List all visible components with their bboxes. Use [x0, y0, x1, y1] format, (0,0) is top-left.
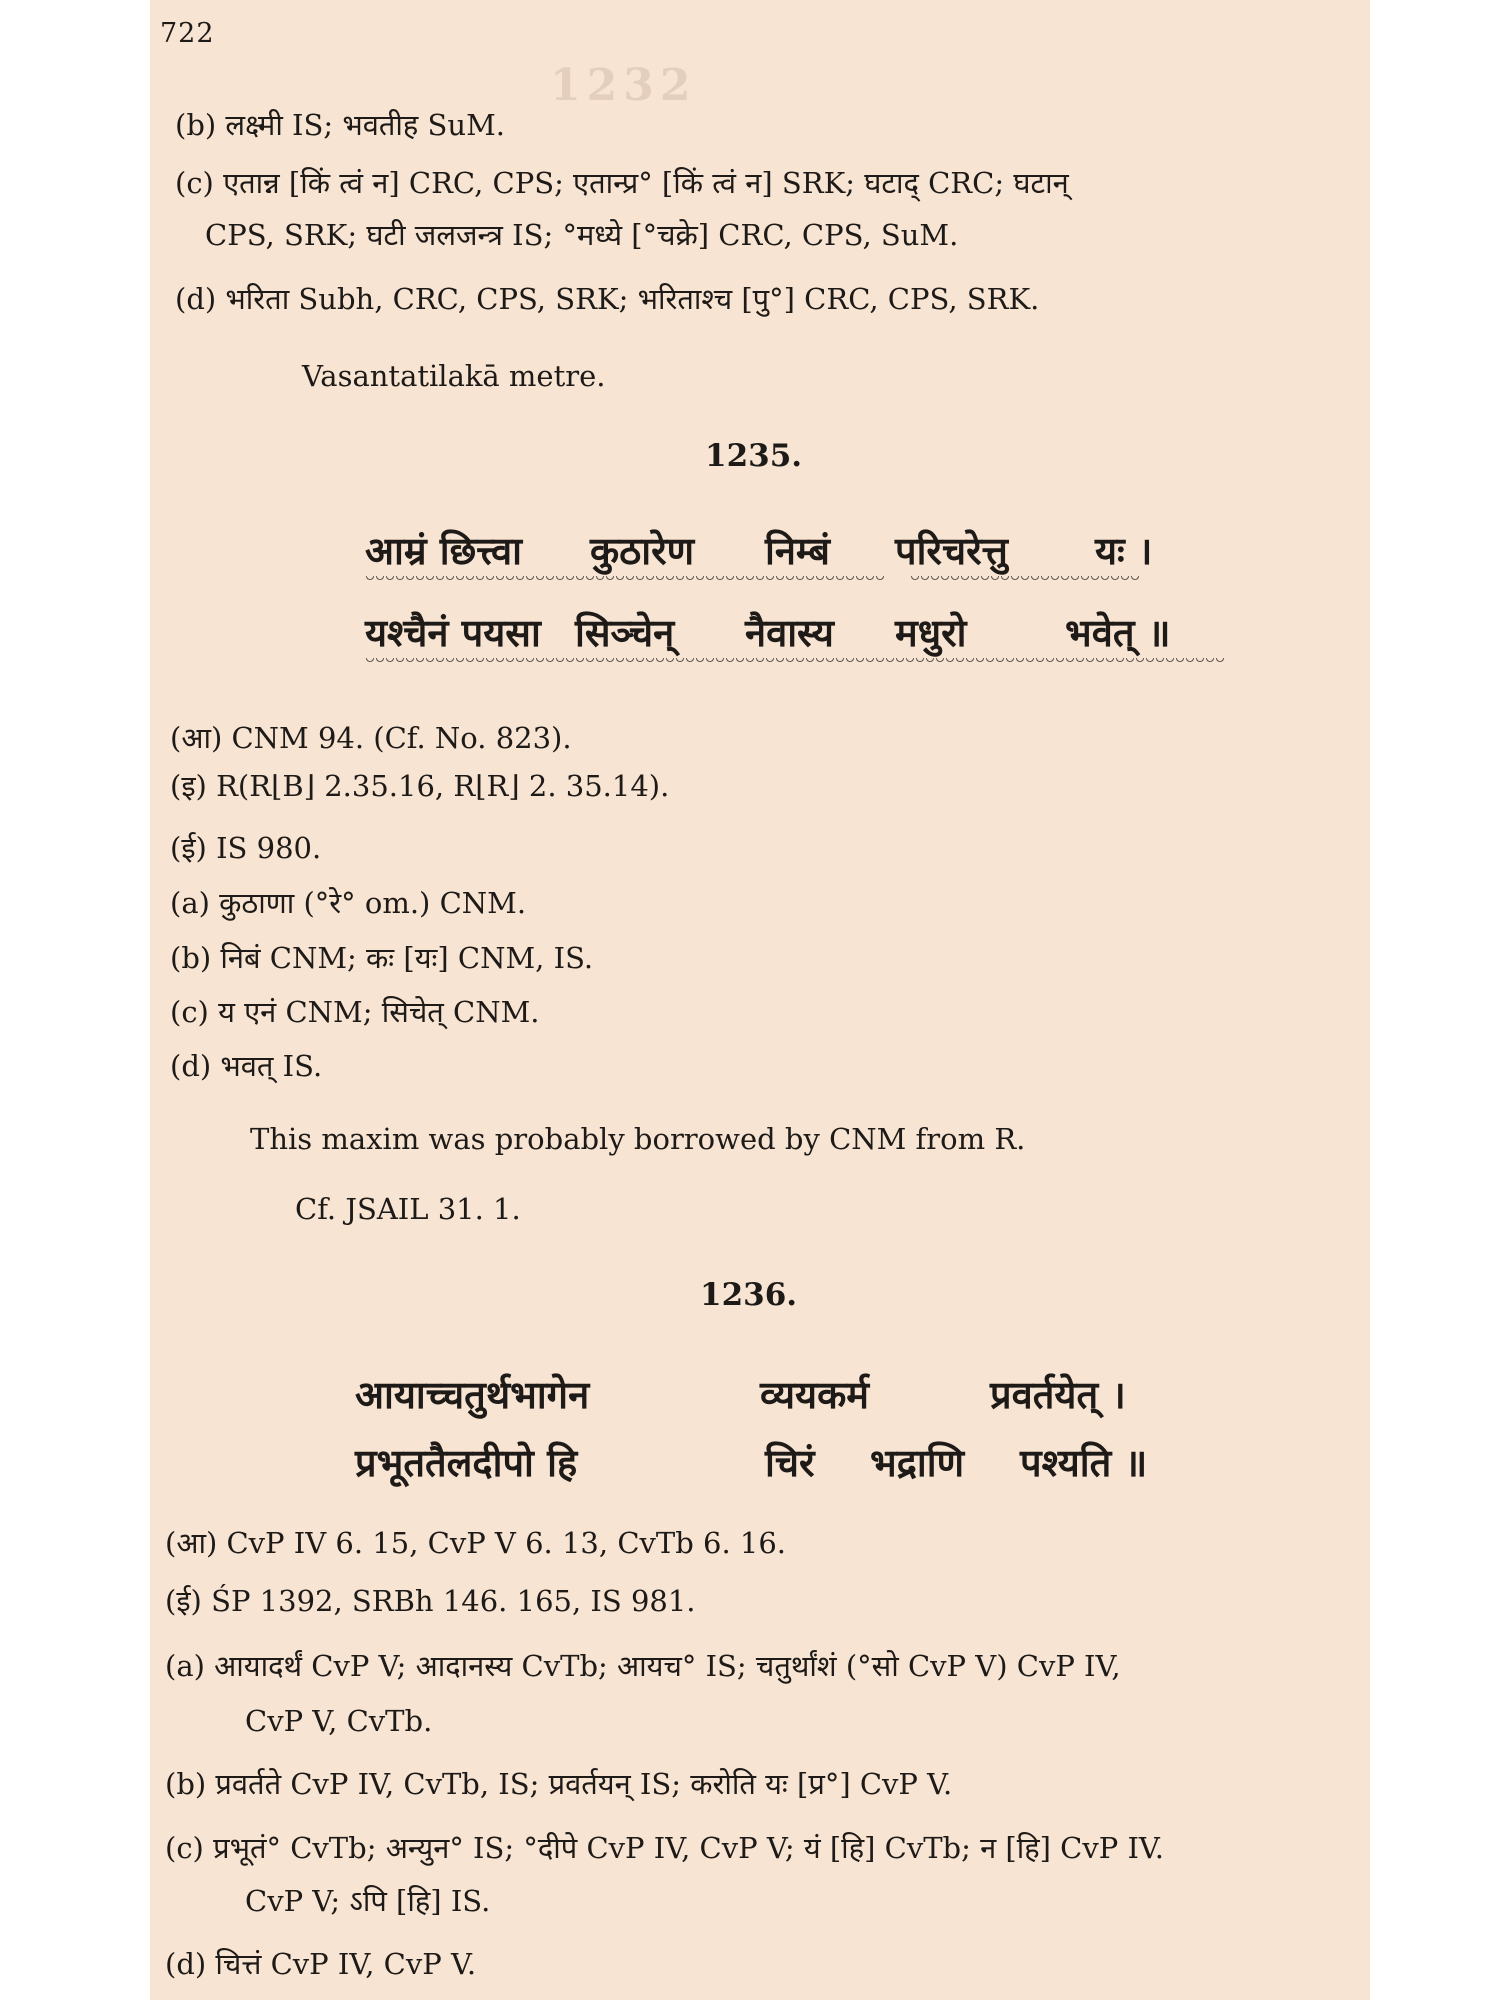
ref-aa: (आ) CNM 94. (Cf. No. 823). [170, 721, 572, 755]
variant-b: (b) प्रवर्तते CvP IV, CvTb, IS; प्रवर्तयन् IS; करोति यः [प्र°] CvP V. [165, 1767, 953, 1801]
verse-1236-line2-w3: भद्राणि [870, 1440, 965, 1485]
page-number: 722 [160, 18, 215, 49]
verse-1235-line2-w3: नैवास्य [745, 610, 834, 655]
variant-d: (d) चित्तं CvP IV, CvP V. [165, 1947, 477, 1981]
verse-1235-line2-w5: भवेत् ॥ [1065, 610, 1171, 655]
ref-ii: (ई) IS 980. [170, 831, 322, 865]
verse-1236-line1-w3: प्रवर्तयेत् । [990, 1372, 1126, 1417]
variant-a-cont: CvP V, CvTb. [245, 1704, 433, 1738]
variant-b: (b) लक्ष्मी IS; भवतीह SuM. [175, 108, 505, 142]
book-page [150, 0, 1370, 2000]
verse-1235-line2-w4: मधुरो [895, 610, 967, 655]
variant-c: (c) य एनं CNM; सिचेत् CNM. [170, 995, 540, 1029]
metre-note: Vasantatilakā metre. [302, 359, 606, 393]
verse-1236-line2-w1: प्रभूततैलदीपो हि [355, 1440, 578, 1485]
verse-1235-line1-w5: यः । [1095, 528, 1153, 573]
verse-1235-line2-w1: यश्चैनं पयसा [365, 610, 541, 655]
ref-ii: (ई) ŚP 1392, SRBh 146. 165, IS 981. [165, 1584, 696, 1618]
variant-c-cont: CvP V; ऽपि [हि] IS. [245, 1884, 491, 1918]
verse-number-1235: 1235. [705, 438, 803, 474]
variant-d: (d) भरिता Subh, CRC, CPS, SRK; भरिताश्च [पु°] CRC, CPS, SRK. [175, 282, 1040, 316]
variant-c: (c) प्रभूतं° CvTb; अन्युन° IS; °दीपे CvP IV, CvP V; यं [हि] CvTb; न [हि] CvP IV. [165, 1831, 1165, 1865]
verse-1235-line2-w2: सिञ्चेन् [575, 610, 675, 655]
ref-i: (इ) R(R⌊B⌋ 2.35.16, R⌊R⌋ 2. 35.14). [170, 769, 670, 803]
verse-underline [365, 658, 1225, 666]
verse-1236-line2-w4: पश्यति ॥ [1020, 1440, 1148, 1485]
verse-underline [365, 576, 885, 584]
note-cf: Cf. JSAIL 31. 1. [295, 1192, 521, 1226]
verse-1236-line1-w2: व्ययकर्म [760, 1372, 869, 1417]
variant-d: (d) भवत् IS. [170, 1049, 323, 1083]
verse-1236-line1-w1: आयाच्चतुर्थभागेन [355, 1372, 590, 1417]
verse-1235-line1-w4: परिचरेत्तु [895, 528, 1008, 573]
bleed-through-heading: 1232 [550, 60, 697, 111]
note-borrowed: This maxim was probably borrowed by CNM from R. [250, 1122, 1026, 1156]
verse-1235-line1-w2: कुठारेण [590, 528, 695, 573]
verse-1235-line1-w1: आम्रं छित्त्वा [365, 528, 522, 573]
variant-c: (c) एतान्न [किं त्वं न] CRC, CPS; एतान्प्र° [किं त्वं न] SRK; घटाद् CRC; घटान् [175, 166, 1069, 200]
variant-b: (b) निबं CNM; कः [यः] CNM, IS. [170, 941, 594, 975]
variant-c-cont: CPS, SRK; घटी जलजन्त्र IS; °मध्ये [°चक्रे] CRC, CPS, SuM. [205, 218, 959, 252]
verse-underline [910, 576, 1140, 584]
variant-a: (a) कुठाणा (°रे° om.) CNM. [170, 886, 527, 920]
verse-1235-line1-w3: निम्बं [765, 528, 830, 573]
verse-number-1236: 1236. [700, 1277, 798, 1313]
ref-aa: (आ) CvP IV 6. 15, CvP V 6. 13, CvTb 6. 16. [165, 1526, 787, 1560]
variant-a: (a) आयादर्थं CvP V; आदानस्य CvTb; आयच° IS; चतुर्थांशं (°सो CvP V) CvP IV, [165, 1649, 1121, 1683]
verse-1236-line2-w2: चिरं [765, 1440, 815, 1485]
